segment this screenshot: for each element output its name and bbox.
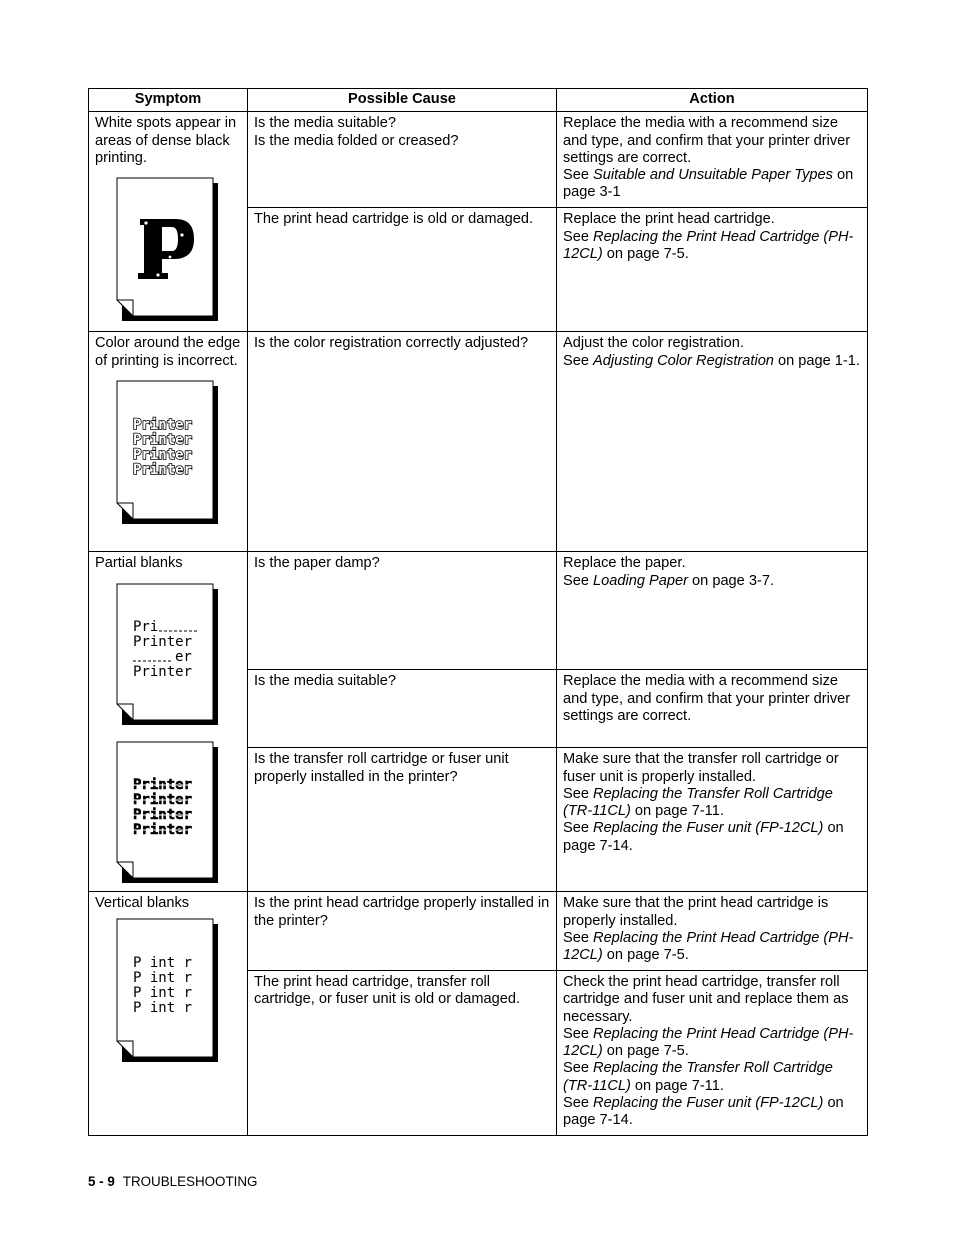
- svg-text:P int r: P int r: [133, 999, 193, 1016]
- cause-cell: Is the color registration correctly adjusted?: [248, 332, 557, 552]
- cause-cell: Is the paper damp?: [248, 552, 557, 670]
- svg-text:er: er: [175, 648, 192, 665]
- page-footer: [88, 1174, 257, 1189]
- reference-link: Suitable and Unsuitable Paper Types: [593, 167, 833, 184]
- action-cell: Replace the paper. See Loading Paper on page 3-7.: [557, 552, 868, 670]
- reference-link: Replacing the Print Head Cartridge (PH-12CL): [563, 929, 854, 964]
- action-cell: Make sure that the print head cartridge is properly installed. See Replacing the Print Head Cartridge (PH-12CL) on page 7-5.: [557, 892, 868, 971]
- header-possible-cause: Possible Cause: [248, 89, 557, 112]
- cause-cell: The print head cartridge is old or damaged.: [248, 208, 557, 332]
- symptom-text: Vertical blanks: [95, 895, 190, 912]
- table-row: [89, 892, 868, 971]
- table-row: [89, 552, 868, 670]
- page-number: 5 - 9: [88, 1174, 115, 1189]
- svg-text:Printer: Printer: [133, 416, 193, 433]
- reference-link: Replacing the Transfer Roll Cartridge (TR-11CL): [563, 1060, 833, 1094]
- reference-link: Replacing the Print Head Cartridge (PH-12CL): [563, 228, 854, 262]
- svg-text:Printer: Printer: [133, 461, 193, 478]
- svg-text:Printer: Printer: [133, 821, 193, 838]
- symptom-cell: [89, 892, 248, 1136]
- action-cell: Replace the print head cartridge. See Replacing the Print Head Cartridge (PH-12CL) on page 7-5.: [557, 208, 868, 332]
- svg-text:Printer: Printer: [133, 791, 193, 808]
- action-cell: Check the print head cartridge, transfer roll cartridge and fuser unit and replace them as necessary. See Replacing the Print Head Cartridge (PH-12CL) on page 7-5. See Replacing the Transfer Roll Cartridge (TR-11CL) on page 7-11. See Replacing the Fuser unit (FP-12CL) on page 7-14.: [557, 970, 868, 1135]
- svg-text:Printer: Printer: [133, 663, 193, 680]
- vertical-blanks-sample-image: [116, 918, 242, 1064]
- troubleshooting-table: [88, 88, 868, 1136]
- svg-text:Printer: Printer: [133, 431, 193, 448]
- header-action: Action: [557, 89, 868, 112]
- reference-link: Replacing the Fuser unit (FP-12CL): [593, 1095, 824, 1112]
- symptom-text: Color around the edge of printing is incorrect.: [95, 335, 241, 369]
- svg-text:P int r: P int r: [133, 969, 193, 986]
- reference-link: Replacing the Fuser unit (FP-12CL): [593, 820, 824, 837]
- action-cell: Replace the media with a recommend size and type, and confirm that your printer driver settings are correct.: [557, 670, 868, 748]
- color-edge-sample-image: [116, 380, 242, 526]
- cause-cell: Is the transfer roll cartridge or fuser unit properly installed in the printer?: [248, 748, 557, 892]
- reference-link: Adjusting Color Registration: [593, 352, 774, 369]
- action-cell: Adjust the color registration. See Adjusting Color Registration on page 1-1.: [557, 332, 868, 552]
- action-cell: Replace the media with a recommend size and type, and confirm that your printer driver settings are correct. See Suitable and Unsuitable Paper Types on page 3-1: [557, 112, 868, 208]
- partial-blanks-sample-image-b: [116, 741, 242, 885]
- symptom-cell: [89, 332, 248, 552]
- svg-text:P int r: P int r: [133, 984, 193, 1001]
- symptom-cell: [89, 112, 248, 332]
- svg-text:Printer: Printer: [133, 633, 193, 650]
- svg-text:P int r: P int r: [133, 954, 193, 971]
- symptom-cell: [89, 552, 248, 892]
- cause-cell: Is the print head cartridge properly installed in the printer?: [248, 892, 557, 971]
- header-symptom: Symptom: [89, 89, 248, 112]
- partial-blanks-sample-image-a: [116, 583, 242, 727]
- table-row: [89, 112, 868, 208]
- section-title: TROUBLESHOOTING: [122, 1174, 258, 1189]
- table-row: [89, 332, 868, 552]
- svg-text:Printer: Printer: [133, 776, 193, 793]
- svg-text:Pri: Pri: [133, 618, 159, 635]
- action-cell: Make sure that the transfer roll cartridge or fuser unit is properly installed. See Replacing the Transfer Roll Cartridge (TR-11CL) on page 7-11. See Replacing the Fuser unit (FP-12CL) on page 7-14.: [557, 748, 868, 892]
- reference-link: Replacing the Transfer Roll Cartridge (TR-11CL): [563, 785, 833, 820]
- cause-cell: The print head cartridge, transfer roll cartridge, or fuser unit is old or damaged.: [248, 970, 557, 1135]
- svg-text:Printer: Printer: [133, 446, 193, 463]
- cause-cell: Is the media suitable? Is the media folded or creased?: [248, 112, 557, 208]
- reference-link: Replacing the Print Head Cartridge (PH-12CL): [563, 1025, 854, 1060]
- symptom-text: Partial blanks: [95, 555, 183, 572]
- white-spots-sample-image: [116, 177, 242, 323]
- symptom-text: White spots appear in areas of dense black printing.: [95, 115, 237, 166]
- table-header-row: [89, 89, 868, 112]
- svg-text:Printer: Printer: [133, 806, 193, 823]
- cause-cell: Is the media suitable?: [248, 670, 557, 748]
- reference-link: Loading Paper: [593, 572, 688, 589]
